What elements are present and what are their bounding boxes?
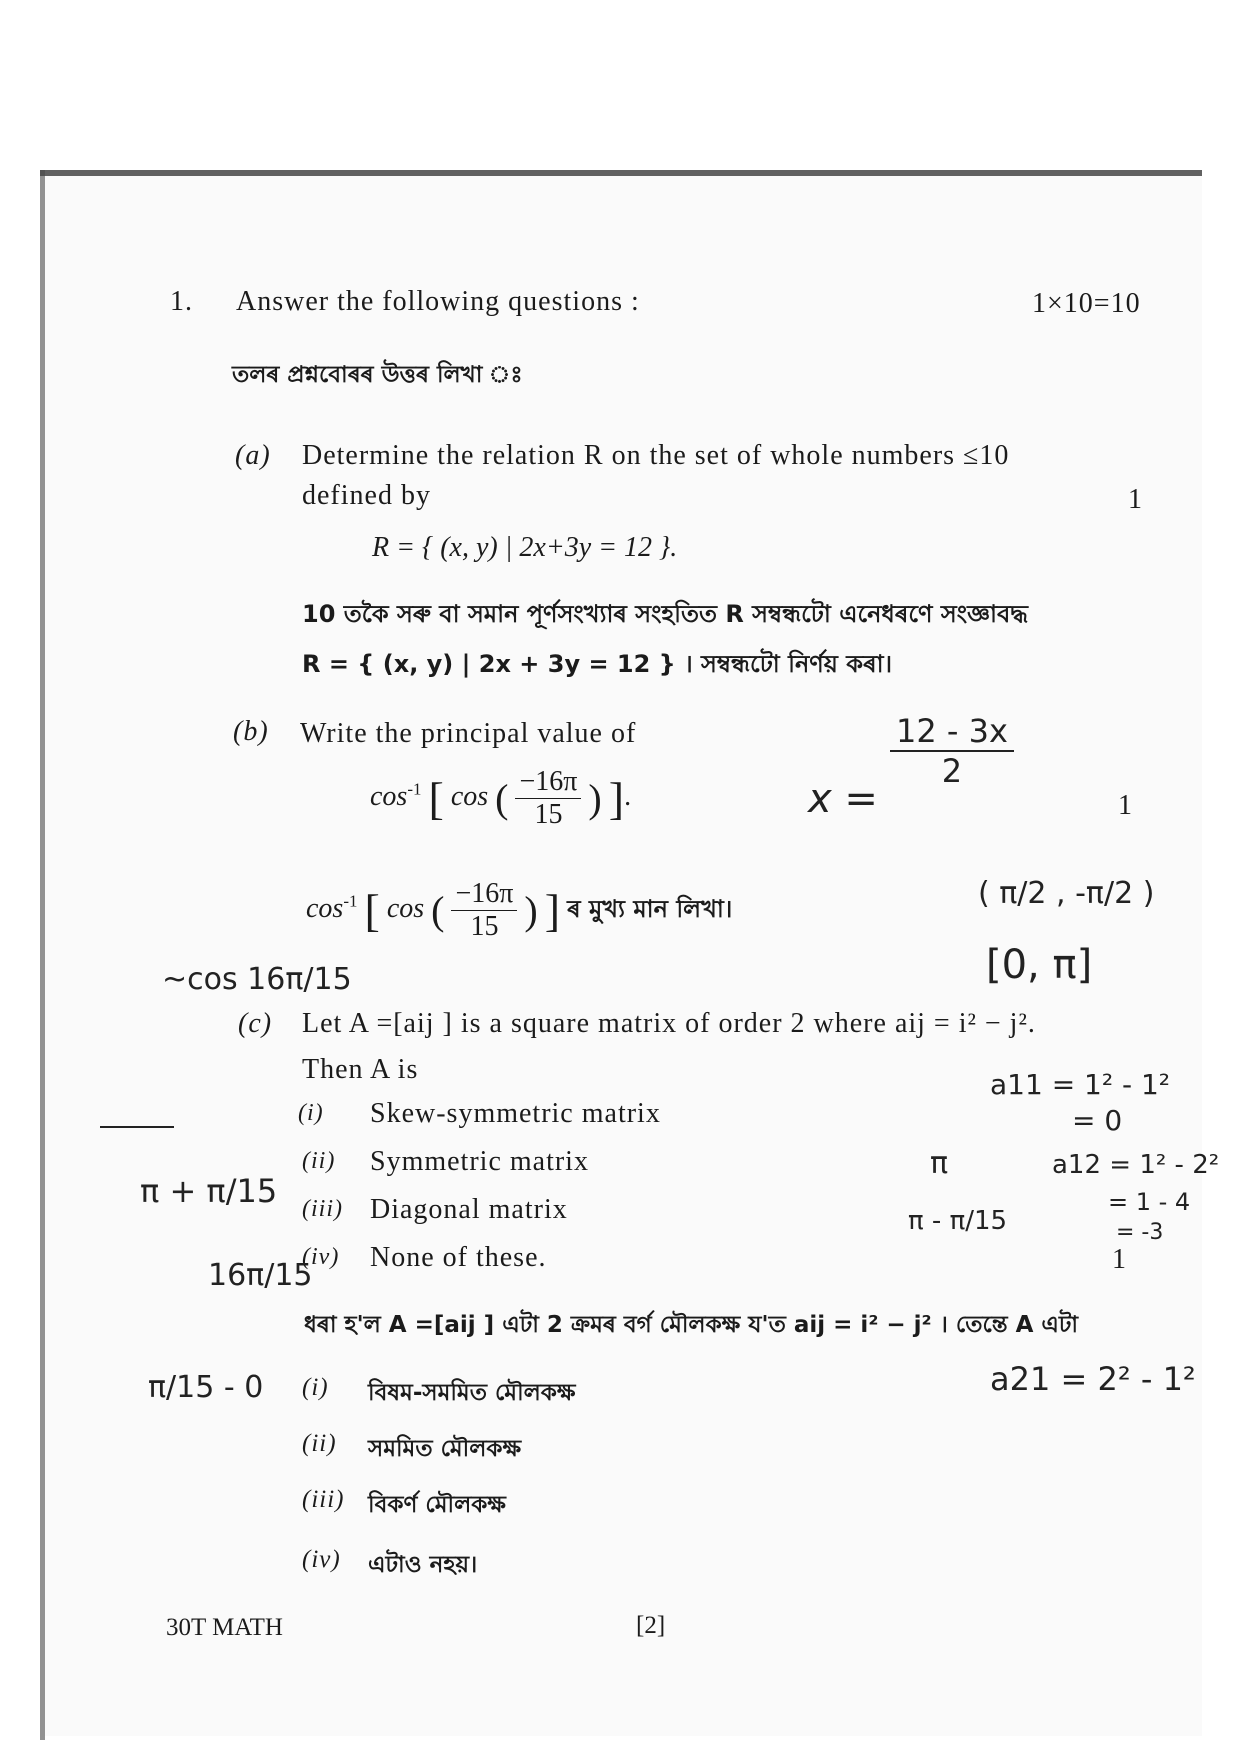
hw-a12-result: = -3 <box>1116 1220 1164 1245</box>
marks-total: 1×10=10 <box>1032 288 1141 319</box>
qc-mark: 1 <box>1112 1244 1127 1275</box>
qb-as-cos-outer: cos <box>306 892 344 924</box>
qa-mark: 1 <box>1128 484 1143 515</box>
qb-as-bracket-close: ] <box>544 885 561 936</box>
qc-as-opt2-num: (ii) <box>302 1430 337 1457</box>
qb-paren-open: ( <box>495 776 509 821</box>
hw-a11-result: = 0 <box>1072 1104 1123 1137</box>
hw-x-denominator: 2 <box>941 752 963 790</box>
hw-pi-note: π <box>930 1146 949 1181</box>
qb-fraction <box>515 766 581 831</box>
question-number: 1. <box>170 286 193 317</box>
qb-bracket-close: ] <box>608 773 625 824</box>
qa-formula: R = { (x, y) | 2x+3y = 12 }. <box>372 532 678 563</box>
instruction-assamese: তলৰ প্ৰশ্নবোৰৰ উত্তৰ লিখা ঃ <box>232 362 523 388</box>
qb-sup: -1 <box>407 779 422 799</box>
qc-opt2-num: (ii) <box>302 1148 336 1174</box>
instruction-english: Answer the following questions : <box>236 286 640 317</box>
qc-as-opt4-text: এটাও নহয়। <box>368 1552 478 1578</box>
qc-assamese-line: ধৰা হ'ল A =[aij ] এটা 2 ক্ৰমৰ বৰ্গ মৌলকক্ষ য'ত aij = i² − j² । তেন্তে A এটা <box>304 1312 1079 1338</box>
hw-x-equals: x = <box>808 776 878 822</box>
hw-rule-line <box>100 1126 174 1128</box>
qb-cos-inner: cos <box>450 780 489 812</box>
hw-pair: ( π/2 , -π/2 ) <box>978 876 1155 911</box>
qb-bracket-open: [ <box>428 773 444 824</box>
qb-expression: $\cos^{-1}$ [ cos ( $\frac{-16\pi}{15}$ ) ]. <box>370 766 632 830</box>
qb-denominator: 15 <box>534 799 563 830</box>
qc-as-opt4-num: (iv) <box>302 1546 341 1573</box>
hw-pi-plus: π + π/15 <box>140 1172 278 1210</box>
qb-mark: 1 <box>1118 790 1133 821</box>
qb-as-paren-open: ( <box>431 888 445 933</box>
qc-as-opt1-num: (i) <box>302 1374 329 1401</box>
qb-cos-outer: cos <box>370 780 408 812</box>
hw-a21: a21 = 2² - 1² <box>990 1360 1196 1398</box>
qc-as-opt1-text: বিষম-সমমিত মৌলকক্ষ <box>368 1380 576 1406</box>
qc-as-opt2-text: সমমিত মৌলকক্ষ <box>368 1436 522 1462</box>
qb-expression-assamese <box>306 878 732 943</box>
qc-opt4-num: (iv) <box>302 1244 340 1270</box>
qb-as-bracket-open: [ <box>364 885 380 936</box>
hw-frac-16pi: 16π/15 <box>208 1258 313 1293</box>
hw-pi-15: π/15 - 0 <box>148 1370 264 1405</box>
hw-interval: [0, π] <box>986 942 1093 988</box>
qb-numerator: −16π <box>515 766 581 799</box>
qb-label: (b) <box>233 716 269 747</box>
hw-neg-cos: ~cos 16π/15 <box>162 962 352 997</box>
qb-as-numerator: −16π <box>451 878 517 911</box>
qc-opt3-text: Diagonal matrix <box>370 1194 568 1225</box>
qb-as-denominator: 15 <box>470 911 499 942</box>
qc-line2: Then A is <box>302 1054 419 1085</box>
hw-a12: a12 = 1² - 2² <box>1052 1150 1220 1180</box>
qa-label: (a) <box>235 440 271 471</box>
qb-as-paren-close: ) <box>524 888 538 933</box>
hw-x-numerator: 12 - 3x <box>890 712 1014 752</box>
qc-opt3-num: (iii) <box>302 1196 343 1222</box>
qc-opt1-num: (i) <box>298 1100 324 1126</box>
qb-paren-close: ) <box>588 776 602 821</box>
qc-label: (c) <box>238 1008 273 1039</box>
qc-as-opt3-num: (iii) <box>302 1486 345 1513</box>
qc-opt2-text: Symmetric matrix <box>370 1146 589 1177</box>
hw-a12-step: = 1 - 4 <box>1108 1188 1191 1216</box>
qb-as-fraction <box>451 878 517 943</box>
qc-opt1-text: Skew-symmetric matrix <box>370 1098 661 1129</box>
qa-line1: Determine the relation R on the set of whole numbers ≤10 <box>302 440 1010 471</box>
qb-as-sup: -1 <box>343 891 358 911</box>
qc-as-opt3-text: বিকৰ্ণ মৌলকক্ষ <box>368 1492 506 1518</box>
qc-opt4-text: None of these. <box>370 1242 547 1273</box>
qb-assamese-text: ৰ মুখ্য মান লিখা। <box>567 894 733 923</box>
hw-a11: a11 = 1² - 1² <box>990 1068 1171 1101</box>
hw-pi-minus: π - π/15 <box>908 1206 1008 1236</box>
footer-page-number: [2] <box>636 1612 666 1639</box>
qa-assamese-line2: R = { (x, y) | 2x + 3y = 12 } । সম্বন্ধটো নিৰ্ণয় কৰা। <box>302 650 893 678</box>
hw-x-fraction <box>890 712 1014 790</box>
qa-assamese-line1: 10 তকৈ সৰু বা সমান পূৰ্ণসংখ্যাৰ সংহতিত R সম্বন্ধটো এনেধৰণে সংজ্ঞাবদ্ধ <box>302 600 1028 628</box>
footer-code: 30T MATH <box>166 1614 283 1641</box>
qb-text: Write the principal value of <box>300 718 637 749</box>
qa-line2: defined by <box>302 480 431 511</box>
qc-line1: Let A =[aij ] is a square matrix of order 2 where aij = i² − j². <box>302 1008 1036 1039</box>
qb-as-cos-inner: cos <box>386 892 425 924</box>
